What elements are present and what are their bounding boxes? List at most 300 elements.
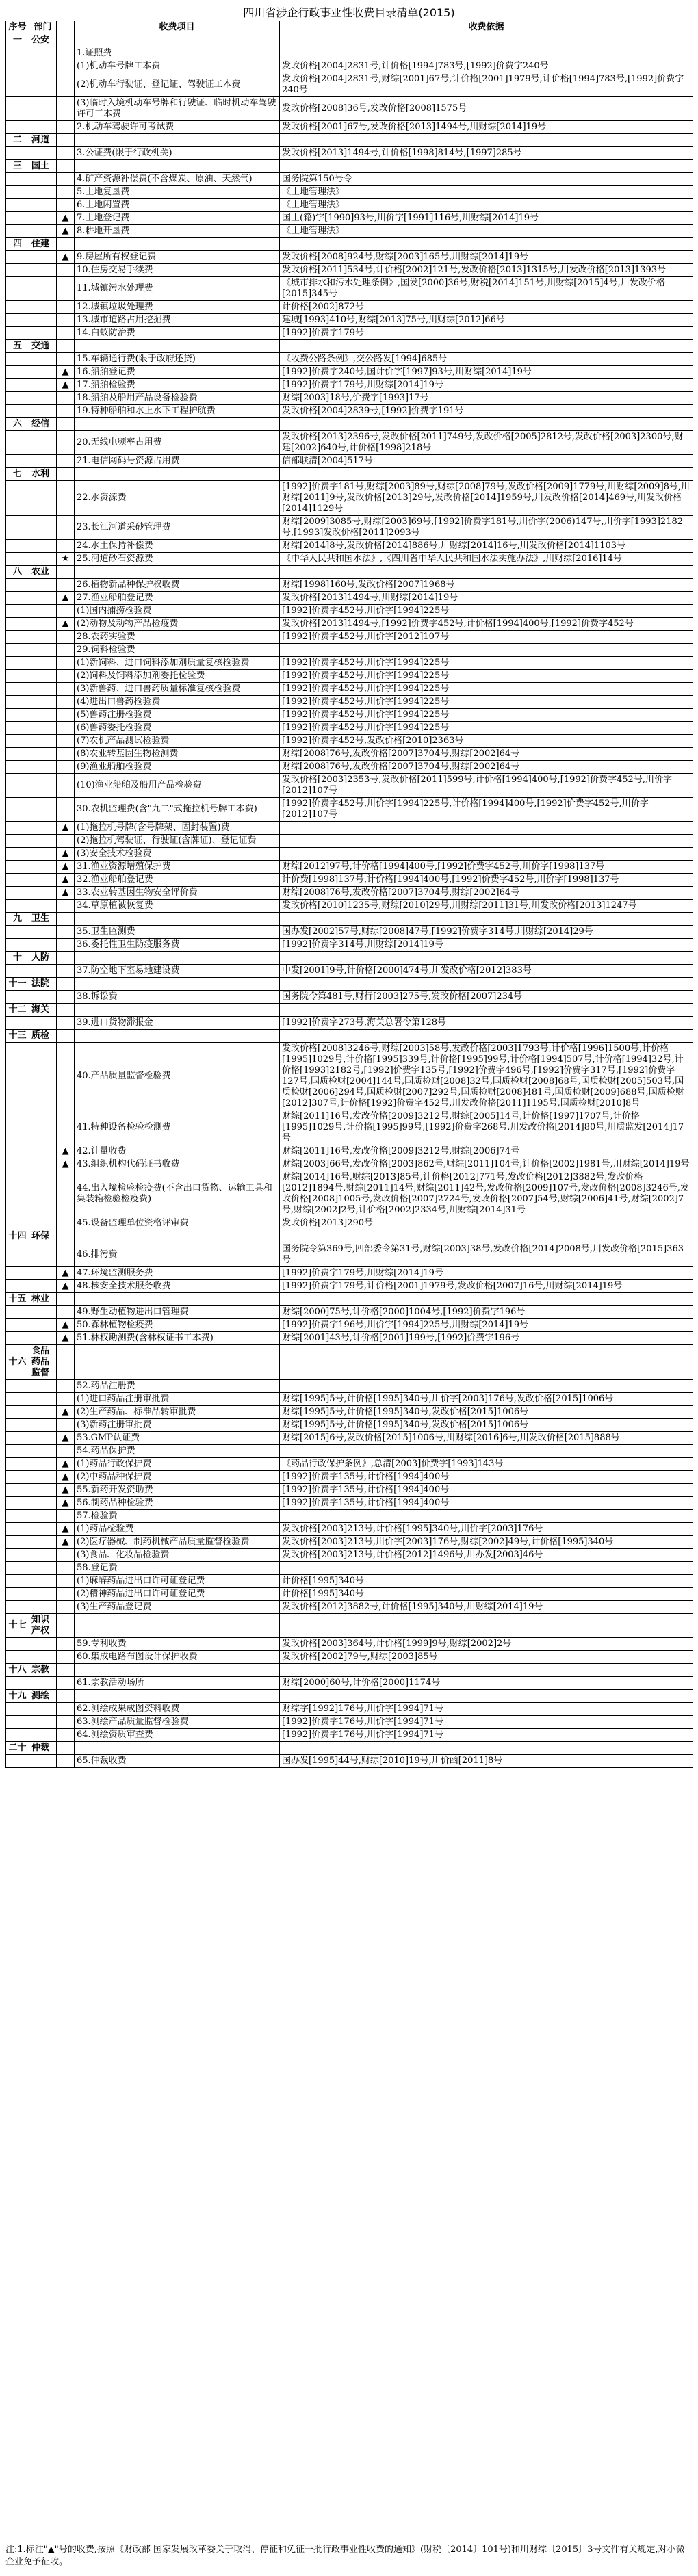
fee-dept — [29, 431, 57, 455]
fee-seq — [6, 822, 29, 835]
fee-mark: ▲ — [57, 1523, 75, 1536]
fee-dept — [29, 225, 57, 238]
fee-row — [6, 735, 693, 748]
fee-item: 39.进口货物滞报金 — [75, 1017, 280, 1030]
fee-item: 41.特种设备检验检测费 — [75, 1110, 280, 1145]
fee-row — [6, 1562, 693, 1575]
fee-dept — [29, 1523, 57, 1536]
fee-mark — [57, 199, 75, 212]
fee-mark — [57, 991, 75, 1004]
fee-seq — [6, 1588, 29, 1601]
fee-item: 7.土地登记费 — [75, 212, 280, 225]
fee-basis: 发改价格[2010]1235号,财综[2010]29号,川财综[2011]31号,川发改价格[2013]1247号 — [280, 900, 693, 913]
fee-basis: 发改价格[2001]67号,发改价格[2013]1494号,川财综[2014]19号 — [280, 121, 693, 134]
fee-dept — [29, 709, 57, 722]
fee-mark — [57, 835, 75, 848]
fee-basis: 计价费[1998]137号,计价格[1994]400号,[1992]价费字452号,川价字[1998]137号 — [280, 874, 693, 887]
fee-dept — [29, 1043, 57, 1110]
category-item — [75, 1664, 280, 1677]
fee-dept — [29, 1171, 57, 1217]
fee-dept — [29, 1703, 57, 1716]
fee-row — [6, 225, 693, 238]
fee-row — [6, 848, 693, 861]
fee-basis: 国办发[2002]57号,财综[2008]47号,[1992]价费字314号,川财综[2014]29号 — [280, 926, 693, 939]
fee-row — [6, 991, 693, 1004]
fee-dept — [29, 835, 57, 848]
category-row — [6, 160, 693, 173]
fee-row — [6, 1319, 693, 1332]
fee-item: 63.测绘产品质量监督检验费 — [75, 1716, 280, 1729]
fee-row — [6, 579, 693, 592]
fee-dept — [29, 579, 57, 592]
fee-mark: ▲ — [57, 1406, 75, 1419]
fee-basis: [1992]价费字135号,计价格[1994]400号 — [280, 1484, 693, 1497]
fee-seq — [6, 657, 29, 670]
fee-item: 14.白蚁防治费 — [75, 327, 280, 340]
fee-dept — [29, 1306, 57, 1319]
fee-dept — [29, 991, 57, 1004]
category-item — [75, 468, 280, 481]
fee-basis: [1992]价费字196号,川价字[1994]225号,川财综[2014]19号 — [280, 1319, 693, 1332]
fee-basis: [1992]价费字452号,川价字[1994]225号 — [280, 683, 693, 696]
fee-item: 1.证照费 — [75, 47, 280, 60]
category-basis — [280, 1230, 693, 1243]
fee-mark — [57, 301, 75, 314]
fee-item: (1)进口药品注册审批费 — [75, 1393, 280, 1406]
fee-basis: [1992]价费字176号,川价字[1994]71号 — [280, 1729, 693, 1742]
fee-seq — [6, 631, 29, 644]
fee-basis: [1992]价费字273号,海关总署令第128号 — [280, 1017, 693, 1030]
category-seq: 七 — [6, 468, 29, 481]
category-row — [6, 1742, 693, 1755]
fee-dept — [29, 1651, 57, 1664]
fee-mark: ▲ — [57, 887, 75, 900]
fee-basis: 财综[1995]5号,计价格[1995]340号,发改价格[2015]1006号 — [280, 1419, 693, 1432]
fee-item: 55.新药开发资助费 — [75, 1484, 280, 1497]
fee-seq — [6, 1319, 29, 1332]
fee-item: (8)农业转基因生物检测费 — [75, 748, 280, 761]
fee-basis: 《土地管理法》 — [280, 186, 693, 199]
fee-seq — [6, 121, 29, 134]
header-item: 收费项目 — [75, 21, 280, 34]
fee-item: 32.渔业船舶登记费 — [75, 874, 280, 887]
fee-seq — [6, 1677, 29, 1690]
fee-row — [6, 481, 693, 516]
category-dept: 林业 — [29, 1293, 57, 1306]
fee-basis: 国务院令第369号,四部委令第31号,财综[2003]38号,发改价格[2014]2008号,川发改价格[2015]363号 — [280, 1243, 693, 1267]
fee-mark — [57, 1588, 75, 1601]
fee-basis: 《土地管理法》 — [280, 225, 693, 238]
fee-row — [6, 1471, 693, 1484]
fee-dept — [29, 121, 57, 134]
fee-item: 48.核安全技术服务收费 — [75, 1280, 280, 1293]
fee-dept — [29, 1432, 57, 1445]
fee-basis: 国务院令第481号,财行[2003]275号,发改价格[2007]234号 — [280, 991, 693, 1004]
category-dept: 质检 — [29, 1030, 57, 1043]
fee-dept — [29, 516, 57, 540]
category-seq: 十五 — [6, 1293, 29, 1306]
fee-dept — [29, 1017, 57, 1030]
category-seq: 六 — [6, 418, 29, 431]
fee-row — [6, 1588, 693, 1601]
fee-mark — [57, 1393, 75, 1406]
fee-dept — [29, 848, 57, 861]
fee-row — [6, 683, 693, 696]
fee-dept — [29, 722, 57, 735]
fee-seq — [6, 683, 29, 696]
fee-row — [6, 301, 693, 314]
fee-mark: ★ — [57, 553, 75, 566]
fee-basis: [1992]价费字452号,川价字[1994]225号 — [280, 696, 693, 709]
fee-seq — [6, 900, 29, 913]
fee-seq — [6, 939, 29, 952]
fee-item: (7)农机产品测试检验费 — [75, 735, 280, 748]
fee-row — [6, 1110, 693, 1145]
fee-basis: 发改价格[2008]36号,发改价格[2008]1575号 — [280, 97, 693, 121]
fee-dept — [29, 1484, 57, 1497]
fee-dept — [29, 1497, 57, 1510]
fee-mark — [57, 722, 75, 735]
fee-basis: 发改价格[2003]2353号,发改价格[2011]599号,计价格[1994]400号,[1992]价费字452号,川价字[2012]107号 — [280, 774, 693, 798]
category-item — [75, 238, 280, 251]
fee-dept — [29, 1243, 57, 1267]
fee-item: (2)医疗器械、制药机械产品质量监督检验费 — [75, 1536, 280, 1549]
fee-item: 43.组织机构代码证书收费 — [75, 1158, 280, 1171]
fee-mark — [57, 1549, 75, 1562]
fee-mark — [57, 683, 75, 696]
fee-row — [6, 73, 693, 97]
category-mark — [57, 1230, 75, 1243]
fee-mark: ▲ — [57, 1458, 75, 1471]
fee-item: 60.集成电路布图设计保护收费 — [75, 1651, 280, 1664]
fee-dept — [29, 405, 57, 418]
fee-mark: ▲ — [57, 1471, 75, 1484]
fee-mark: ▲ — [57, 212, 75, 225]
category-mark — [57, 913, 75, 926]
fee-dept — [29, 822, 57, 835]
fee-item: 61.宗教活动场所 — [75, 1677, 280, 1690]
fee-item: (2)机动车行驶证、登记证、驾驶证工本费 — [75, 73, 280, 97]
category-dept: 海关 — [29, 1004, 57, 1017]
category-item — [75, 340, 280, 353]
category-basis — [280, 1345, 693, 1380]
fee-row — [6, 212, 693, 225]
fee-item: 38.诉讼费 — [75, 991, 280, 1004]
category-dept: 知识产权 — [29, 1614, 57, 1638]
fee-row — [6, 47, 693, 60]
fee-mark — [57, 1651, 75, 1664]
fee-item: 11.城镇污水处理费 — [75, 277, 280, 301]
fee-basis: [1992]价费字452号,川价字[1994]225号 — [280, 670, 693, 683]
fee-basis: [1992]价费字452号,发改价格[2010]2363号 — [280, 735, 693, 748]
fee-item: (1)麻醉药品进出口许可证登记费 — [75, 1575, 280, 1588]
fee-seq — [6, 1217, 29, 1230]
fee-seq — [6, 199, 29, 212]
fee-dept — [29, 605, 57, 618]
fee-row — [6, 1419, 693, 1432]
fee-row — [6, 1549, 693, 1562]
fee-row — [6, 1510, 693, 1523]
fee-item: (3)新药注册审批费 — [75, 1419, 280, 1432]
fee-seq — [6, 1332, 29, 1345]
fee-dept — [29, 1406, 57, 1419]
fee-row — [6, 1393, 693, 1406]
fee-item: (4)进出口兽药检验费 — [75, 696, 280, 709]
header-mark — [57, 21, 75, 34]
category-row — [6, 1004, 693, 1017]
fee-basis — [280, 644, 693, 657]
fee-seq — [6, 1601, 29, 1614]
fee-seq — [6, 353, 29, 366]
fee-basis: 发改价格[2004]2839号,[1992]价费字191号 — [280, 405, 693, 418]
fee-row — [6, 1017, 693, 1030]
fee-item: 10.住房交易手续费 — [75, 264, 280, 277]
fee-row — [6, 748, 693, 761]
fee-mark — [57, 761, 75, 774]
fee-dept — [29, 1562, 57, 1575]
category-row — [6, 340, 693, 353]
fee-seq — [6, 366, 29, 379]
fee-mark: ▲ — [57, 366, 75, 379]
fee-dept — [29, 392, 57, 405]
fee-dept — [29, 696, 57, 709]
fee-basis: 财综[2009]3085号,财综[2003]69号,[1992]价费字181号,川价字(2006)147号,川价字[1993]2182号,[1993]发改价格[2011]2093号 — [280, 516, 693, 540]
category-basis — [280, 1293, 693, 1306]
fee-row — [6, 1536, 693, 1549]
fee-dept — [29, 553, 57, 566]
fee-dept — [29, 1575, 57, 1588]
fee-dept — [29, 1110, 57, 1145]
category-seq: 十二 — [6, 1004, 29, 1017]
fee-basis: 《药品行政保护条例》,总清[2003]价费字[1993]143号 — [280, 1458, 693, 1471]
fee-seq — [6, 147, 29, 160]
fee-mark — [57, 1243, 75, 1267]
fee-basis: 发改价格[2003]213号,川价字[2003]176号,财综[2002]49号,计价格[1995]340号 — [280, 1536, 693, 1549]
category-mark — [57, 1030, 75, 1043]
fee-item: (9)渔业船舶检验费 — [75, 761, 280, 774]
fee-dept — [29, 327, 57, 340]
fee-item: 40.产品质量监督检验费 — [75, 1043, 280, 1110]
category-row — [6, 978, 693, 991]
fee-basis: [1992]价费字452号,川价字[1994]225号 — [280, 657, 693, 670]
page-title: 四川省涉企行政事业性收费目录清单(2015) — [243, 6, 455, 19]
fee-item: 42.计量收费 — [75, 1145, 280, 1158]
fee-basis: 发改价格[2003]364号,计价格[1999]9号,财综[2002]2号 — [280, 1638, 693, 1651]
fee-seq — [6, 1043, 29, 1110]
category-seq: 四 — [6, 238, 29, 251]
fee-dept — [29, 212, 57, 225]
fee-basis: 中发[2001]9号,计价格[2000]474号,川发改价格[2012]383号 — [280, 965, 693, 978]
fee-basis: 发改价格[2012]3882号,计价格[1995]340号,川财综[2014]19号 — [280, 1601, 693, 1614]
fee-item: 56.制药品种检验费 — [75, 1497, 280, 1510]
fee-seq — [6, 516, 29, 540]
fee-dept — [29, 1716, 57, 1729]
fee-mark — [57, 121, 75, 134]
category-dept: 经信 — [29, 418, 57, 431]
fee-mark: ▲ — [57, 618, 75, 631]
fee-row — [6, 431, 693, 455]
fee-dept — [29, 251, 57, 264]
fee-seq — [6, 379, 29, 392]
category-row — [6, 418, 693, 431]
fee-mark: ▲ — [57, 874, 75, 887]
fee-dept — [29, 455, 57, 468]
fee-basis: 财综[2015]6号,发改价格[2015]1006号,川财综[2016]6号,川发改价格[2015]888号 — [280, 1432, 693, 1445]
category-dept: 法院 — [29, 978, 57, 991]
fee-basis — [280, 1445, 693, 1458]
fee-item: 3.公证费(限于行政机关) — [75, 147, 280, 160]
fee-item: 37.防空地下室易地建设费 — [75, 965, 280, 978]
fee-dept — [29, 926, 57, 939]
category-basis — [280, 418, 693, 431]
category-seq: 二十 — [6, 1742, 29, 1755]
fee-mark — [57, 965, 75, 978]
fee-mark — [57, 696, 75, 709]
fee-mark — [57, 1043, 75, 1110]
fee-item: (3)生产药品登记费 — [75, 1601, 280, 1614]
fee-item: (1)药品检验费 — [75, 1523, 280, 1536]
fee-basis: 发改价格[2013]290号 — [280, 1217, 693, 1230]
fee-item: 19.特种船舶和水上水下工程护航费 — [75, 405, 280, 418]
fee-row — [6, 392, 693, 405]
fee-basis: 计价格[1995]340号 — [280, 1575, 693, 1588]
fee-mark: ▲ — [57, 1536, 75, 1549]
fee-seq — [6, 73, 29, 97]
fee-seq — [6, 405, 29, 418]
fee-seq — [6, 670, 29, 683]
category-dept: 公安 — [29, 34, 57, 47]
fee-row — [6, 774, 693, 798]
fee-mark: ▲ — [57, 1145, 75, 1158]
fee-basis: 发改价格[2008]3246号,财综[2003]58号,发改价格[2003]1793号,计价格[1996]1500号,计价格[1995]1029号,计价格[1995]339号,计价格[1995]99号,计价格[1994]507号,计价格[1994]32号,计价格[1993]2182号,[1992]价费字135号,[1992]价费字496号,[1992]价费字317号,[1992]价费字127号,国质检财[2004]144号,国质检财[2008]32号,国质检财[2008]68号,国质检财[2005]503号,国质检财[2006]294号,国质检财[2007]292号,国质检财[2008]481号,国质检财[2009]688号,国质检财[2012]307号,计价格[1992]价费字452号,川发改价格[2011]1195号,国质检财[2010]8号 — [280, 1043, 693, 1110]
fee-dept — [29, 264, 57, 277]
fee-mark: ▲ — [57, 592, 75, 605]
category-seq: 十六 — [6, 1345, 29, 1380]
fee-basis: 发改价格[2003]213号,计价格[2012]1496号,川办发[2003]46号 — [280, 1549, 693, 1562]
fee-item: (1)拖拉机号牌(含号牌架、固封装置)费 — [75, 822, 280, 835]
category-mark — [57, 1690, 75, 1703]
fee-basis: 发改价格[2013]1494号,计价格[1998]814号,[1997]285号 — [280, 147, 693, 160]
fee-item: 58.登记费 — [75, 1562, 280, 1575]
fee-seq — [6, 301, 29, 314]
fee-item: 15.车辆通行费(限于政府还贷) — [75, 353, 280, 366]
table-header-row — [6, 21, 693, 34]
category-dept: 测绘 — [29, 1690, 57, 1703]
fee-dept — [29, 147, 57, 160]
fee-item: (1)药品行政保护费 — [75, 1458, 280, 1471]
category-mark — [57, 1614, 75, 1638]
category-basis — [280, 1004, 693, 1017]
fee-mark: ▲ — [57, 1432, 75, 1445]
fee-mark: ▲ — [57, 1319, 75, 1332]
category-item — [75, 1614, 280, 1638]
category-mark — [57, 340, 75, 353]
fee-row — [6, 722, 693, 735]
category-mark — [57, 1742, 75, 1755]
fee-mark — [57, 579, 75, 592]
category-seq: 三 — [6, 160, 29, 173]
category-seq: 十九 — [6, 1690, 29, 1703]
fee-row — [6, 798, 693, 822]
fee-item: 50.森林植物检疫费 — [75, 1319, 280, 1332]
fee-dept — [29, 644, 57, 657]
fee-mark — [57, 327, 75, 340]
fee-seq — [6, 579, 29, 592]
fee-mark — [57, 1562, 75, 1575]
fee-seq — [6, 225, 29, 238]
category-item — [75, 1004, 280, 1017]
fee-seq — [6, 1406, 29, 1419]
category-basis — [280, 1030, 693, 1043]
category-mark — [57, 134, 75, 147]
fee-basis: [1992]价费字452号,川价字[1994]225号 — [280, 709, 693, 722]
category-mark — [57, 468, 75, 481]
fee-row — [6, 1651, 693, 1664]
fee-mark — [57, 709, 75, 722]
fee-seq — [6, 748, 29, 761]
fee-item: 46.排污费 — [75, 1243, 280, 1267]
fee-mark — [57, 516, 75, 540]
fee-row — [6, 1638, 693, 1651]
fee-dept — [29, 774, 57, 798]
fee-mark — [57, 1677, 75, 1690]
fee-seq — [6, 722, 29, 735]
fee-row — [6, 1306, 693, 1319]
fee-mark — [57, 405, 75, 418]
fee-seq — [6, 991, 29, 1004]
fee-mark — [57, 1419, 75, 1432]
fee-item: 59.专利收费 — [75, 1638, 280, 1651]
fee-basis: 财综[1995]5号,计价格[1995]340号,发改价格[2015]1006号 — [280, 1406, 693, 1419]
fee-basis: 财综[1998]160号,发改价格[2007]1968号 — [280, 579, 693, 592]
fee-dept — [29, 47, 57, 60]
fee-mark — [57, 1716, 75, 1729]
fee-dept — [29, 1280, 57, 1293]
fee-mark: ▲ — [57, 1267, 75, 1280]
fee-seq — [6, 761, 29, 774]
fee-seq — [6, 1432, 29, 1445]
fee-item: (1)国内捕捞检验费 — [75, 605, 280, 618]
fee-seq — [6, 1419, 29, 1432]
fee-basis — [280, 1562, 693, 1575]
fee-dept — [29, 60, 57, 73]
fee-basis: 发改价格[2004]2831号,财综[2001]67号,计价格[2001]1979号,计价格[1994]783号,[1992]价费字240号 — [280, 73, 693, 97]
category-row — [6, 1614, 693, 1638]
fee-dept — [29, 353, 57, 366]
fee-row — [6, 1171, 693, 1217]
fee-seq — [6, 251, 29, 264]
fee-row — [6, 186, 693, 199]
fee-seq — [6, 1458, 29, 1471]
fee-row — [6, 1380, 693, 1393]
fee-seq — [6, 540, 29, 553]
fee-mark — [57, 1729, 75, 1742]
fee-basis: 建城[1993]410号,财综[2013]75号,川财综[2012]66号 — [280, 314, 693, 327]
fee-row — [6, 670, 693, 683]
fee-row — [6, 1217, 693, 1230]
fee-basis: 财综[2000]75号,计价格[2000]1004号,[1992]价费字196号 — [280, 1306, 693, 1319]
category-item — [75, 1030, 280, 1043]
category-basis — [280, 1614, 693, 1638]
fee-mark — [57, 481, 75, 516]
fee-item: 21.电信网码号资源占用费 — [75, 455, 280, 468]
fee-row — [6, 1280, 693, 1293]
fee-mark — [57, 60, 75, 73]
fee-dept — [29, 670, 57, 683]
category-basis — [280, 952, 693, 965]
fee-mark — [57, 939, 75, 952]
fee-basis: 财综[2008]76号,发改价格[2007]3704号,财综[2002]64号 — [280, 748, 693, 761]
